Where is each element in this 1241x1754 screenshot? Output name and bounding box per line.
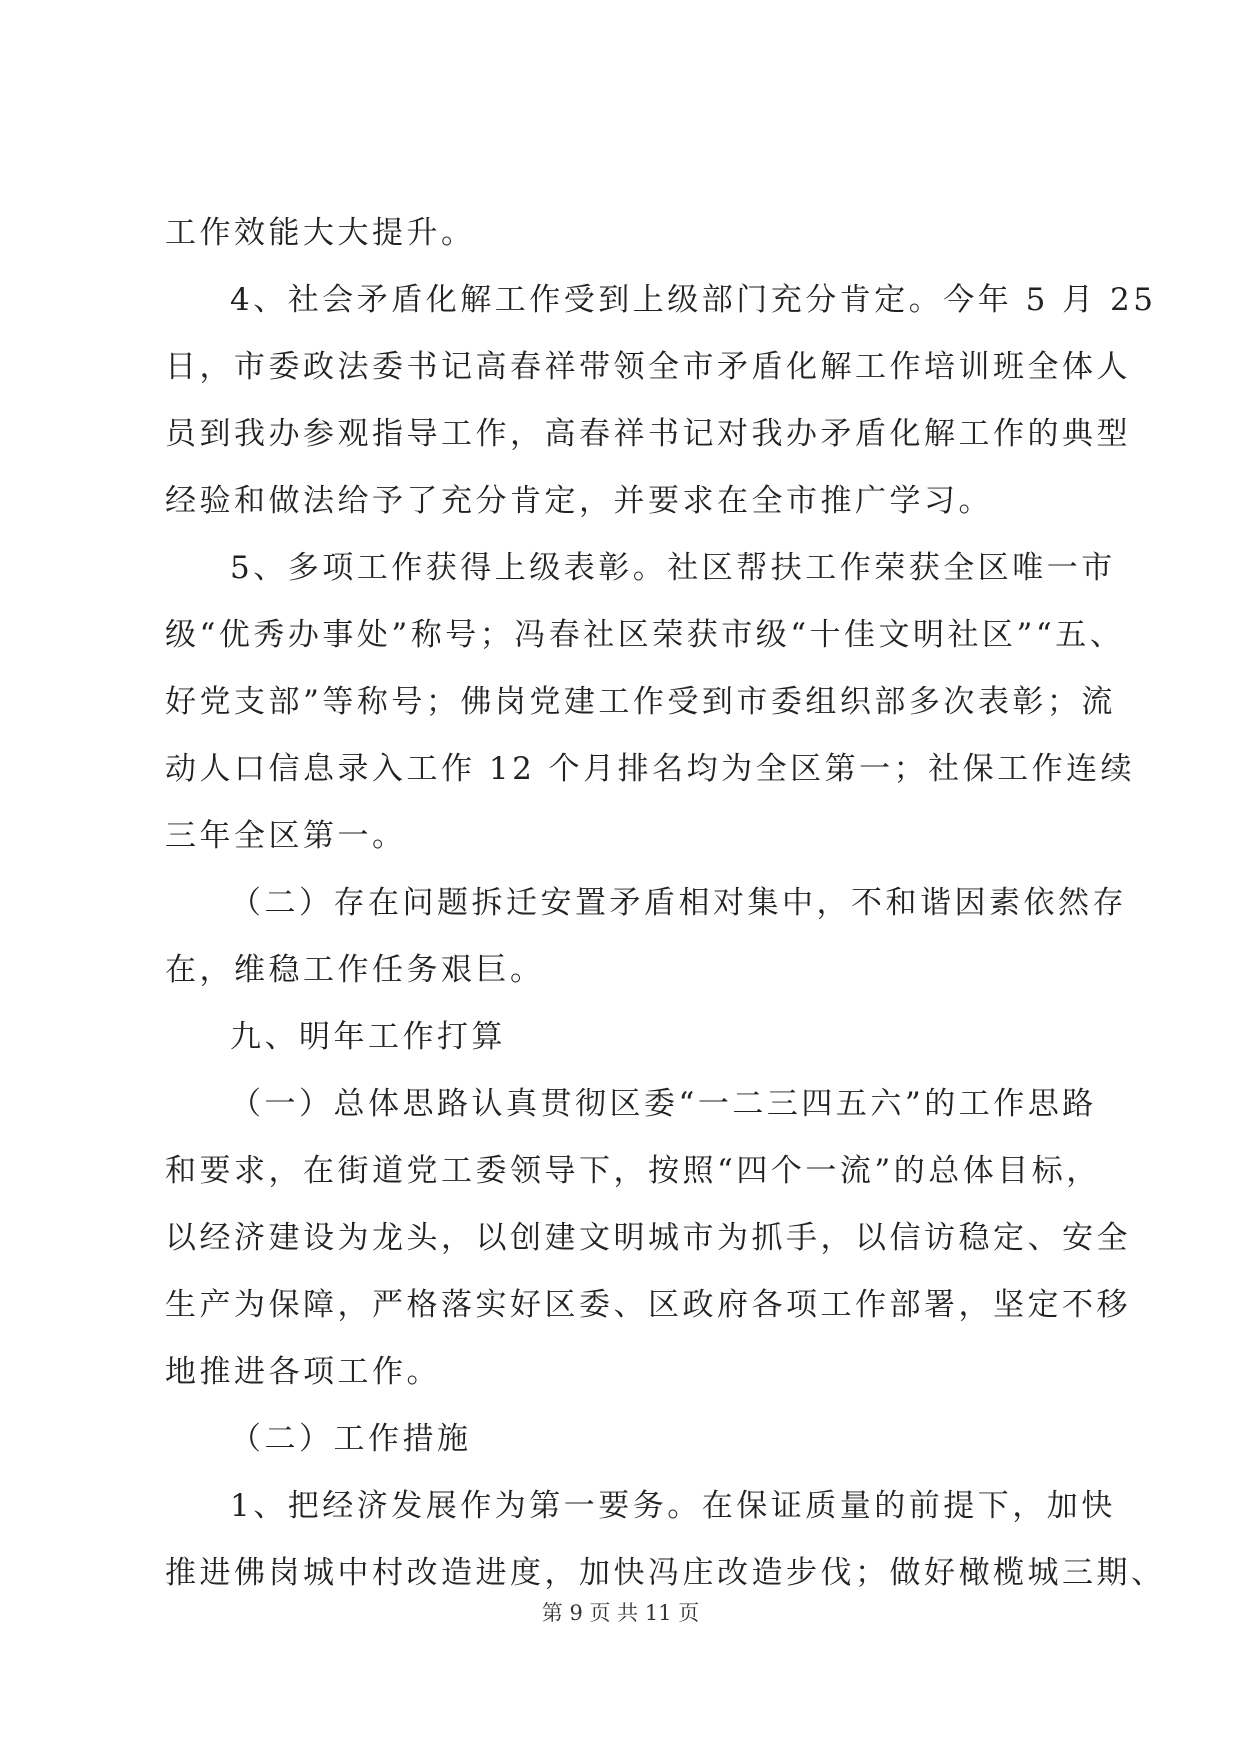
- section-heading: 九、明年工作打算: [230, 1019, 506, 1055]
- subsection-heading: （二）工作措施: [230, 1421, 472, 1457]
- text-line: 好党支部”等称号；佛岗党建工作受到市委组织部多次表彰；流: [165, 684, 1116, 720]
- text-line: 地推进各项工作。: [165, 1354, 441, 1390]
- text-line: 1、把经济发展作为第一要务。在保证质量的前提下，加快: [230, 1488, 1116, 1524]
- text-line: （一）总体思路认真贯彻区委“一二三四五六”的工作思路: [230, 1086, 1097, 1122]
- text-line: 工作效能大大提升。: [165, 215, 476, 251]
- text-line: 推进佛岗城中村改造进度，加快冯庄改造步伐；做好橄榄城三期、: [165, 1555, 1166, 1591]
- text-line: 动人口信息录入工作 12 个月排名均为全区第一；社保工作连续: [165, 751, 1136, 787]
- text-line: （二）存在问题拆迁安置矛盾相对集中，不和谐因素依然存: [230, 885, 1127, 921]
- text-line: 经验和做法给予了充分肯定，并要求在全市推广学习。: [165, 483, 993, 519]
- text-line: 日，市委政法委书记高春祥带领全市矛盾化解工作培训班全体人: [165, 349, 1131, 385]
- text-line: 4、社会矛盾化解工作受到上级部门充分肯定。今年 5 月 25: [230, 282, 1157, 318]
- text-line: 5、多项工作获得上级表彰。社区帮扶工作荣获全区唯一市: [230, 550, 1116, 586]
- text-line: 员到我办参观指导工作，高春祥书记对我办矛盾化解工作的典型: [165, 416, 1131, 452]
- text-line: 在，维稳工作任务艰巨。: [165, 952, 545, 988]
- text-line: 级“优秀办事处”称号；冯春社区荣获市级“十佳文明社区”“五、: [165, 617, 1125, 653]
- text-line: 以经济建设为龙头，以创建文明城市为抓手，以信访稳定、安全: [165, 1220, 1131, 1256]
- text-line: 生产为保障，严格落实好区委、区政府各项工作部署，坚定不移: [165, 1287, 1131, 1323]
- text-line: 和要求，在街道党工委领导下，按照“四个一流”的总体目标，: [165, 1153, 1101, 1189]
- page-footer: 第 9 页 共 11 页: [541, 1601, 700, 1625]
- text-line: 三年全区第一。: [165, 818, 407, 854]
